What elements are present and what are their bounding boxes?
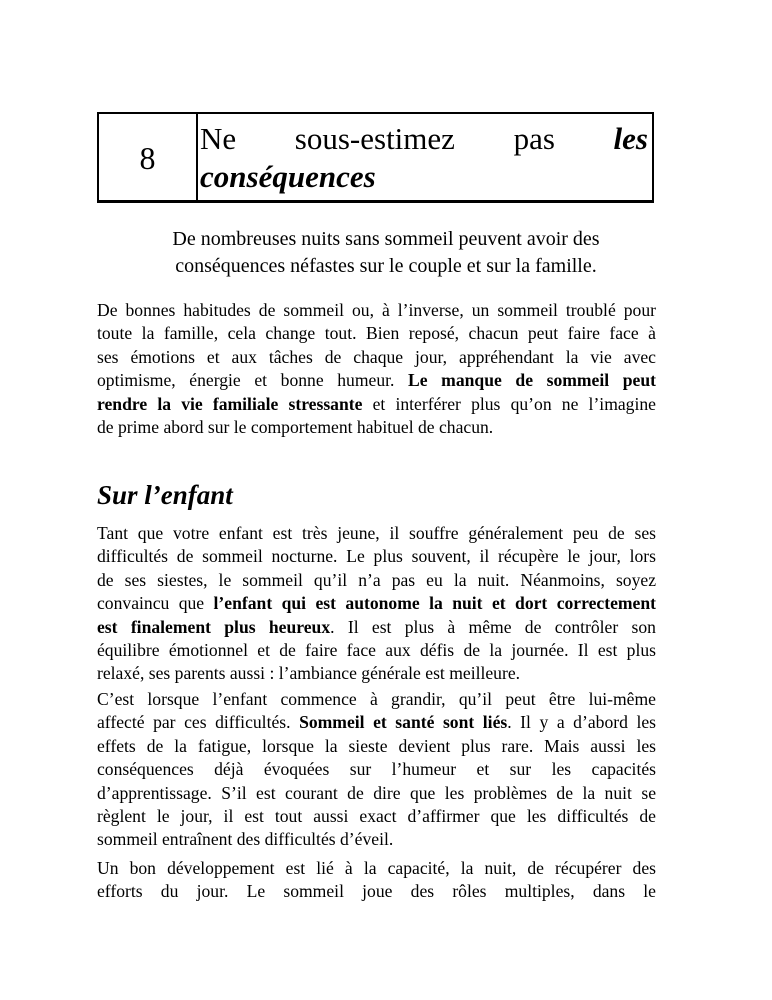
text-line [97,711,656,734]
chapter-title-word-italic: les [613,121,648,156]
text-run: affecté par ces difficultés. [97,712,300,733]
text-line: relaxé, ses parents aussi : l’ambiance générale est meilleure. [97,663,521,684]
text-line: règlent le jour, il est tout aussi exact d’affirmer que les difficultés de [97,805,656,826]
text-line: ses émotions et aux tâches de chaque jour, appréhendant la vie avec [97,346,656,367]
text-line: Tant que votre enfant est très jeune, il souffre généralement peu de ses [97,523,656,543]
text-line [97,616,656,639]
text-line: C’est lorsque l’enfant commence à grandir, qu’il peut être lui-même [97,689,656,709]
intro-line: conséquences néfastes sur le couple et sur la famille. [175,255,597,277]
text-run: convaincu que [97,593,214,614]
paragraph-2 [97,522,656,686]
chapter-title-line-2: conséquences [200,159,376,194]
text-line: De bonnes habitudes de sommeil ou, à l’inverse, un sommeil troublé pour [97,300,656,320]
text-run: optimisme, énergie et bonne humeur. [97,370,409,391]
chapter-intro [97,226,675,280]
text-line: Un bon développement est lié à la capacité, la nuit, de récupérer des [97,858,656,878]
text-line: équilibre émotionnel et de faire face aux défis de la journée. Il est plus [97,639,656,660]
bold-text-run: Le manque de sommeil peut [408,370,656,391]
text-line: efforts du jour. Le sommeil joue des rôles multiples, dans le [97,881,656,902]
text-line [97,393,656,416]
intro-line: De nombreuses nuits sans sommeil peuvent avoir des [172,228,600,250]
bold-text-run: l’enfant qui est autonome la nuit et dort correctement [213,593,656,614]
chapter-title-word: pas [513,121,555,156]
text-line: sommeil entraînent des difficultés d’éveil. [97,829,394,850]
chapter-title-word: Ne [200,121,237,156]
text-line: de prime abord sur le comportement habituel de chacun. [97,416,494,437]
chapter-title-line-1 [200,120,648,158]
chapter-title [200,120,648,196]
bold-text-run: est finalement plus heureux [97,616,331,637]
paragraph-4 [97,857,656,904]
chapter-title-word: sous-estimez [294,121,455,156]
paragraph-1 [97,299,656,439]
bold-text-run: rendre la vie familiale stressante [97,393,363,414]
text-line [97,369,656,392]
text-line [97,592,656,615]
text-line: d’apprentissage. S’il est courant de dire que les problèmes de la nuit se [97,782,656,803]
text-line: de ses siestes, le sommeil qu’il n’a pas eu la nuit. Néanmoins, soyez [97,569,656,590]
bold-text-run: Sommeil et santé sont liés [299,712,508,733]
paragraph-3 [97,688,656,852]
section-heading: Sur l’enfant [97,480,233,510]
text-run: . Il est plus à même de contrôler son [330,616,656,637]
chapter-number: 8 [99,114,198,200]
chapter-header-box [97,112,654,203]
text-line: toute la famille, cela change tout. Bien reposé, chacun peut faire face à [97,323,656,344]
text-line: difficultés de sommeil nocturne. Le plus souvent, il récupère le jour, lors [97,546,656,567]
text-line: effets de la fatigue, lorsque la sieste devient plus rare. Mais aussi les [97,735,656,756]
text-line: conséquences déjà évoquées sur l’humeur et sur les capacités [97,759,656,780]
text-run: et interférer plus qu’on ne l’imagine [362,393,656,414]
text-run: . Il y a d’abord les [507,712,656,733]
